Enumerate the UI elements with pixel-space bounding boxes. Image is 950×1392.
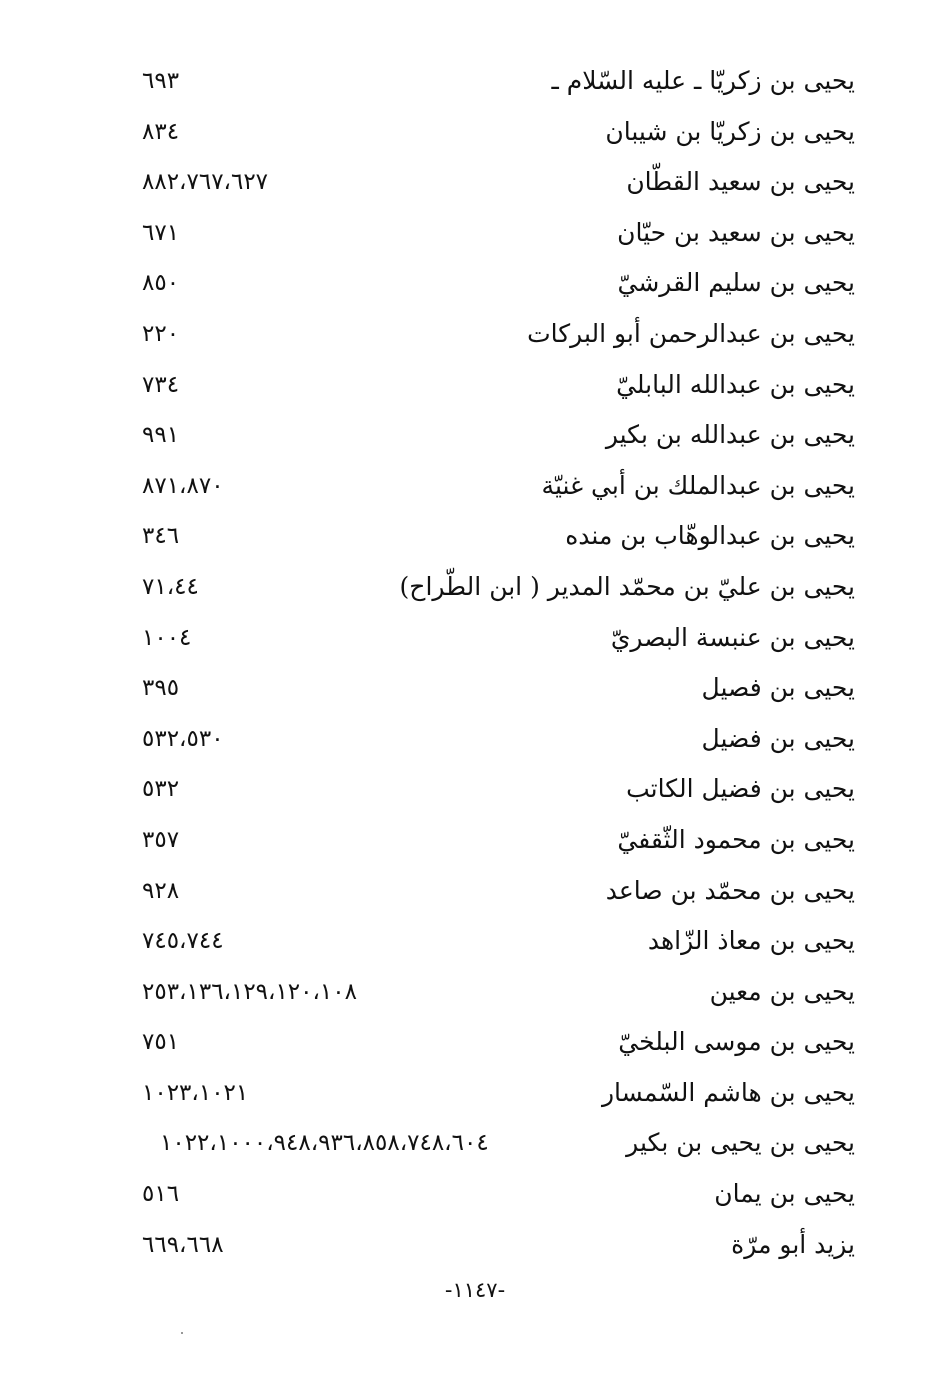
index-entry bbox=[140, 463, 855, 514]
index-entry bbox=[140, 1019, 855, 1070]
entry-pages: ٧٤٥،٧٤٤ bbox=[142, 928, 224, 955]
entry-pages: ٨٧١،٨٧٠ bbox=[142, 472, 224, 499]
entry-pages: ٥١٦ bbox=[142, 1181, 180, 1208]
entry-name: يحيى بن زكريّا بن شيبان bbox=[605, 116, 855, 146]
entry-pages: ٣٩٥ bbox=[142, 675, 180, 702]
index-entry bbox=[140, 716, 855, 767]
entry-name: يزيد أبو مرّة bbox=[731, 1229, 855, 1259]
entry-pages: ٨٥٠ bbox=[142, 270, 180, 297]
index-entry bbox=[140, 1070, 855, 1121]
entry-pages: ١٠٢٢،١٠٠٠،٩٤٨،٩٣٦،٨٥٨،٧٤٨،٦٠٤ bbox=[160, 1130, 489, 1157]
entry-name: يحيى بن موسى البلخيّ bbox=[618, 1027, 855, 1057]
index-entry bbox=[140, 766, 855, 817]
index-entry bbox=[140, 513, 855, 564]
entry-pages: ٨٣٤ bbox=[142, 118, 180, 145]
index-entry bbox=[140, 210, 855, 261]
entry-name: يحيى بن عبدالله بن بكير bbox=[605, 420, 855, 450]
entry-pages: ٧٥١ bbox=[142, 1029, 180, 1056]
entry-name: يحيى بن عبدالملك بن أبي غنيّة bbox=[541, 470, 855, 500]
entry-name: يحيى بن معين bbox=[709, 976, 855, 1006]
entry-pages: ١٠٢٣،١٠٢١ bbox=[142, 1079, 249, 1106]
entry-name: يحيى بن عنبسة البصريّ bbox=[610, 622, 855, 652]
entry-name: يحيى بن محمّد بن صاعد bbox=[605, 875, 855, 905]
entry-name: يحيى بن عليّ بن محمّد المدير ( ابن الطّراح) bbox=[399, 571, 855, 601]
index-entry bbox=[140, 665, 855, 716]
entry-name: يحيى بن سعيد القطّان bbox=[626, 167, 855, 197]
index-entry bbox=[140, 58, 855, 109]
index-entry bbox=[140, 564, 855, 615]
entry-pages: ٩٩١ bbox=[142, 422, 180, 449]
index-entry bbox=[140, 260, 855, 311]
index-entry bbox=[140, 412, 855, 463]
entry-pages: ٦٩٣ bbox=[142, 68, 180, 94]
entry-name: يحيى بن سعيد بن حيّان bbox=[617, 217, 855, 247]
entry-pages: ٦٦٩،٦٦٨ bbox=[142, 1231, 224, 1258]
index-entry bbox=[140, 1171, 855, 1222]
entry-name: يحيى بن سليم القرشيّ bbox=[617, 268, 855, 298]
entry-name: يحيى بن هاشم السّمسار bbox=[601, 1077, 855, 1107]
entry-name: يحيى بن فصيل bbox=[701, 673, 855, 703]
entry-pages: ٣٤٦ bbox=[142, 523, 180, 550]
entry-pages: ٨٨٢،٧٦٧،٦٢٧ bbox=[142, 169, 269, 196]
entry-pages: ٧٣٤ bbox=[142, 371, 180, 398]
print-speck bbox=[181, 1332, 183, 1334]
entry-pages: ٥٣٢ bbox=[142, 776, 180, 803]
entry-name: يحيى بن يمان bbox=[714, 1179, 855, 1209]
name-index-list bbox=[140, 58, 855, 1272]
index-entry bbox=[140, 969, 855, 1020]
page-number: -١١٤٧- bbox=[444, 1278, 506, 1302]
entry-name: يحيى بن يحيى بن بكير bbox=[626, 1128, 855, 1158]
index-entry bbox=[140, 159, 855, 210]
entry-pages: ١٠٠٤ bbox=[142, 624, 192, 651]
entry-name: يحيى بن عبدالرحمن أبو البركات bbox=[527, 318, 855, 348]
entry-name: يحيى بن عبدالله البابليّ bbox=[616, 369, 855, 399]
index-entry bbox=[140, 868, 855, 919]
entry-pages: ٢٢٠ bbox=[142, 320, 180, 347]
index-entry bbox=[140, 1120, 855, 1171]
index-entry bbox=[140, 311, 855, 362]
index-entry bbox=[140, 109, 855, 160]
entry-name: يحيى بن محمود الثّقفيّ bbox=[617, 824, 855, 854]
entry-pages: ٥٣٢،٥٣٠ bbox=[142, 725, 224, 752]
entry-pages: ٧١،٤٤ bbox=[142, 573, 199, 600]
index-entry bbox=[140, 362, 855, 413]
entry-pages: ٣٥٧ bbox=[142, 826, 180, 853]
index-entry bbox=[140, 918, 855, 969]
entry-name: يحيى بن عبدالوهّاب بن منده bbox=[565, 521, 855, 551]
entry-pages: ٩٢٨ bbox=[142, 877, 180, 904]
entry-name: يحيى بن معاذ الزّاهد bbox=[647, 926, 855, 956]
index-entry bbox=[140, 817, 855, 868]
index-entry bbox=[140, 1222, 855, 1273]
entry-name: يحيى بن زكريّا ـ عليه السّلام ـ bbox=[551, 66, 855, 95]
entry-pages: ٦٧١ bbox=[142, 219, 180, 246]
index-entry bbox=[140, 615, 855, 666]
entry-name: يحيى بن فضيل الكاتب bbox=[626, 774, 855, 804]
entry-name: يحيى بن فضيل bbox=[701, 723, 855, 753]
entry-pages: ٢٥٣،١٣٦،١٢٩،١٢٠،١٠٨ bbox=[142, 978, 357, 1005]
